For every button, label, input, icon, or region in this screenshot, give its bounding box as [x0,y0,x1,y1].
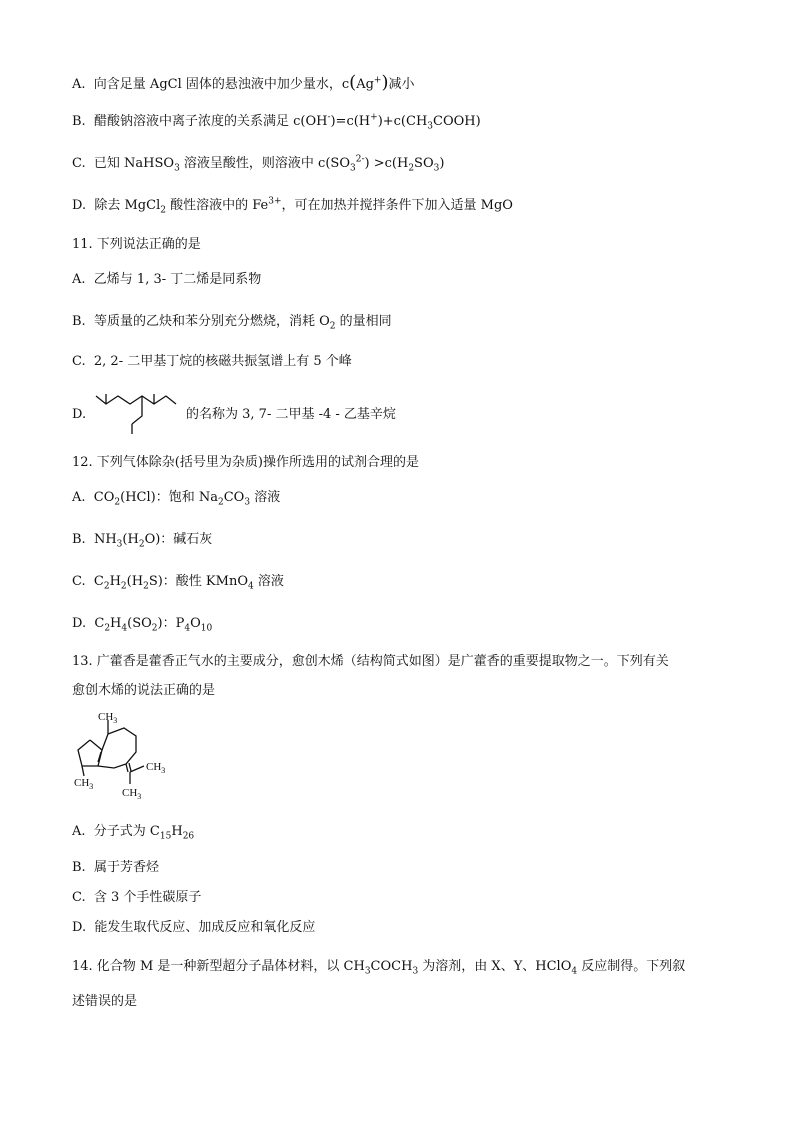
option-label: A. [72,824,86,839]
q11-option-c: C. 2, 2- 二甲基丁烷的核磁共振氢谱上有 5 个峰 [72,354,352,369]
q10-option-d: D. 除去 MgCl$_2$ 酸性溶液中的 $Fe^{3+}$，可在加热并搅拌条件下加入适量 MgO [72,196,513,216]
option-label: A. [72,490,86,505]
q13-stem-line1: 13. 广藿香是藿香正气水的主要成分，愈创木烯（结构简式如图）是广藿香的重要提取物之一。下列有关 [72,654,669,669]
skeletal-structure-octane [92,390,188,438]
q13-option-c: C. 含 3 个手性碳原子 [72,890,202,905]
q11-stem: 11. 下列说法正确的是 [72,237,201,252]
option-label: B. [72,860,86,875]
option-label: A. [72,272,86,287]
q11-option-d [72,405,86,425]
q12-option-d: D. $C_2H_4(SO_2)$：$P_4O_{10}$ [72,616,213,634]
q12-option-c: C. $C_2H_2(H_2S)$：酸性 KMnO$_4$ 溶液 [72,574,284,592]
q14-stem-line2: 述错误的是 [72,994,138,1009]
guaiene-structure [68,706,178,802]
option-label: C. [72,354,86,369]
methyl-label-top: $CH_3$ [98,711,118,725]
methyl-label-right: $CH_3$ [146,761,166,775]
option-label: A. [72,77,86,92]
option-label: D. [72,407,87,422]
q13-option-b: B. 属于芳香烃 [72,860,159,875]
option-label: B. [72,114,86,129]
option-label: D. [72,198,87,213]
option-label: B. [72,314,86,329]
q13-option-a: A. 分子式为 $C_{15}H_{26}$ [72,824,195,842]
q13-option-d: D. 能发生取代反应、加成反应和氧化反应 [72,920,316,935]
q11-option-b: B. 等质量的乙炔和苯分别充分燃烧，消耗 $O_2$ 的量相同 [72,314,392,332]
option-label: C. [72,574,86,589]
q13-stem-line2: 愈创木烯的说法正确的是 [72,683,216,698]
option-label: B. [72,532,86,547]
q14-stem-line1: 14. 化合物 M 是一种新型超分子晶体材料，以 $CH_3COCH_3$ 为溶剂，由 X、Y、HClO$_4$ 反应制得。下列叙 [72,959,686,977]
option-label: C. [72,156,86,171]
q11-option-a: A. 乙烯与 1, 3- 丁二烯是同系物 [72,272,262,287]
q11-option-d-text: 的名称为 3, 7- 二甲基 -4 - 乙基辛烷 [186,407,396,422]
option-label: D. [72,920,87,935]
q10-option-b: B. 醋酸钠溶液中离子浓度的关系满足 $c(OH^-)=c(H^+)+c(CH_3COOH)$ [72,112,481,132]
option-label: C. [72,890,86,905]
q12-option-a: A. $CO_2(HCl)$：饱和 $Na_2CO_3$ 溶液 [72,490,281,508]
option-label: D. [72,616,87,631]
q10-option-c: C. 已知 NaHSO$_3$ 溶液呈酸性，则溶液中 $c(SO_3^{2-}) >c(H_2SO_3)$ [72,154,445,174]
methyl-label-left: $CH_3$ [74,777,94,791]
q12-stem: 12. 下列气体除杂(括号里为杂质)操作所选用的试剂合理的是 [72,455,419,470]
methyl-label-bottom: $CH_3$ [122,787,142,801]
q10-option-a: A. 向含足量 AgCl 固体的悬浊液中加少量水，c(Ag+)减小 [72,72,415,93]
q12-option-b: B. $NH_3(H_2O)$：碱石灰 [72,532,213,550]
